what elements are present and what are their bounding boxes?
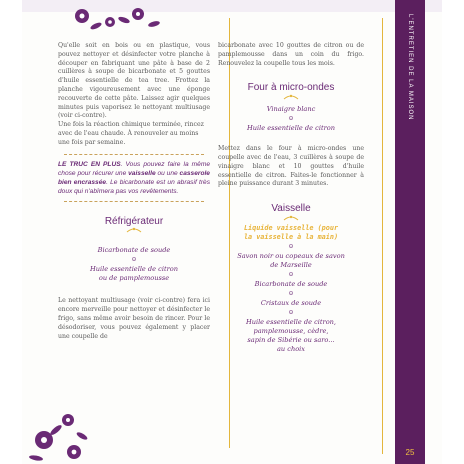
ingredient: Cristaux de soude	[260, 298, 322, 307]
flower-ornament-icon	[62, 4, 172, 34]
paragraph: Une fois la réaction chimique terminée, rincez avec de l'eau chaude. À renouveler au moins une fois par semaine.	[58, 121, 204, 146]
tip-box: LE TRUC EN PLUS. Vous pouvez faire la même chose pour récurer une vaisselle ou une casserole bien encrassée. Le bicarbonate est un abrasif très doux qui n'abîmera pas vos revêtements.	[58, 160, 211, 195]
chapter-sidebar	[395, 0, 425, 464]
dot-separator-icon: ⊙	[288, 242, 294, 250]
column-rule	[382, 18, 383, 454]
ingredient: sapin de Sibérie ou saro...	[247, 335, 335, 344]
dot-separator-icon: ⊙	[288, 289, 294, 297]
tip-lead: LE TRUC EN PLUS	[58, 160, 121, 168]
paragraph: Mettez dans le four à micro-ondes une coupelle avec de l'eau, 3 cuillères à soupe de vinaigre blanc et 10 gouttes d'huile essentielle de citron. Faites-le fonctionner à pleine puissance durant 3 minutes.	[218, 145, 364, 188]
ingredient: Huile essentielle de citron,	[245, 317, 337, 326]
ingredient: Liquide vaisselle (pour	[243, 223, 339, 232]
section-title: Vaisselle	[271, 203, 311, 215]
ingredient: au choix	[276, 344, 305, 353]
ingredient: Huile essentielle de citron	[90, 265, 178, 274]
ingredient: Vinaigre blanc	[266, 105, 316, 114]
ingredient: pamplemousse, cèdre,	[253, 326, 329, 335]
right-column	[218, 42, 364, 354]
ingredient: Savon noir ou copeaux de savon	[237, 251, 345, 260]
ingredient: Bicarbonate de soude	[97, 246, 171, 255]
page-number: 25	[405, 448, 415, 457]
leaf-sprig-icon	[218, 93, 364, 103]
ingredient: Bicarbonate de soude	[254, 279, 328, 288]
leaf-sprig-icon	[58, 226, 210, 236]
flower-ornament-icon	[26, 380, 96, 464]
dot-separator-icon: ⊙	[288, 115, 294, 123]
section-title: Réfrigérateur	[104, 215, 164, 227]
chapter-title: L'ENTRETIEN DE LA MAISON	[407, 14, 413, 121]
paragraph: Le nettoyant multiusage (voir ci-contre) fera ici encore merveille pour nettoyer et désinfecter le frigo, sans même avoir besoin de rincer. Pour le désodoriser, vous pouvez également y placer une coupelle de	[58, 297, 210, 340]
paragraph: Qu'elle soit en bois ou en plastique, vous pouvez nettoyer et désinfecter votre planche à découper en fabriquant une pâte à base de 2 cuillères à soupe de bicarbonate et 5 gouttes d'huile essentielle de tea tree. Frottez la planche vigoureusement avec une éponge recouverte de cette pâte. Laissez agir quelques minutes puis vaporisez le nettoyant multiusage (voir ci-contre).	[58, 42, 210, 120]
ingredient: Huile essentielle de citron	[247, 124, 335, 133]
ingredient: ou de pamplemousse	[98, 274, 170, 283]
leaf-sprig-icon	[218, 214, 364, 224]
ingredient: de Marseille	[270, 260, 312, 269]
dot-separator-icon: ⊙	[288, 270, 294, 278]
left-column	[58, 42, 210, 341]
section-title: Four à micro-ondes	[247, 82, 335, 94]
dot-separator-icon: ⊙	[288, 308, 294, 316]
paragraph: bicarbonate avec 10 gouttes de citron ou de pamplemousse dans un coin du frigo. Renouvelez la coupelle tous les mois.	[218, 42, 364, 67]
ingredient: la vaisselle à la main)	[243, 232, 339, 241]
divider	[64, 154, 204, 155]
dot-separator-icon: ⊙	[131, 256, 137, 264]
